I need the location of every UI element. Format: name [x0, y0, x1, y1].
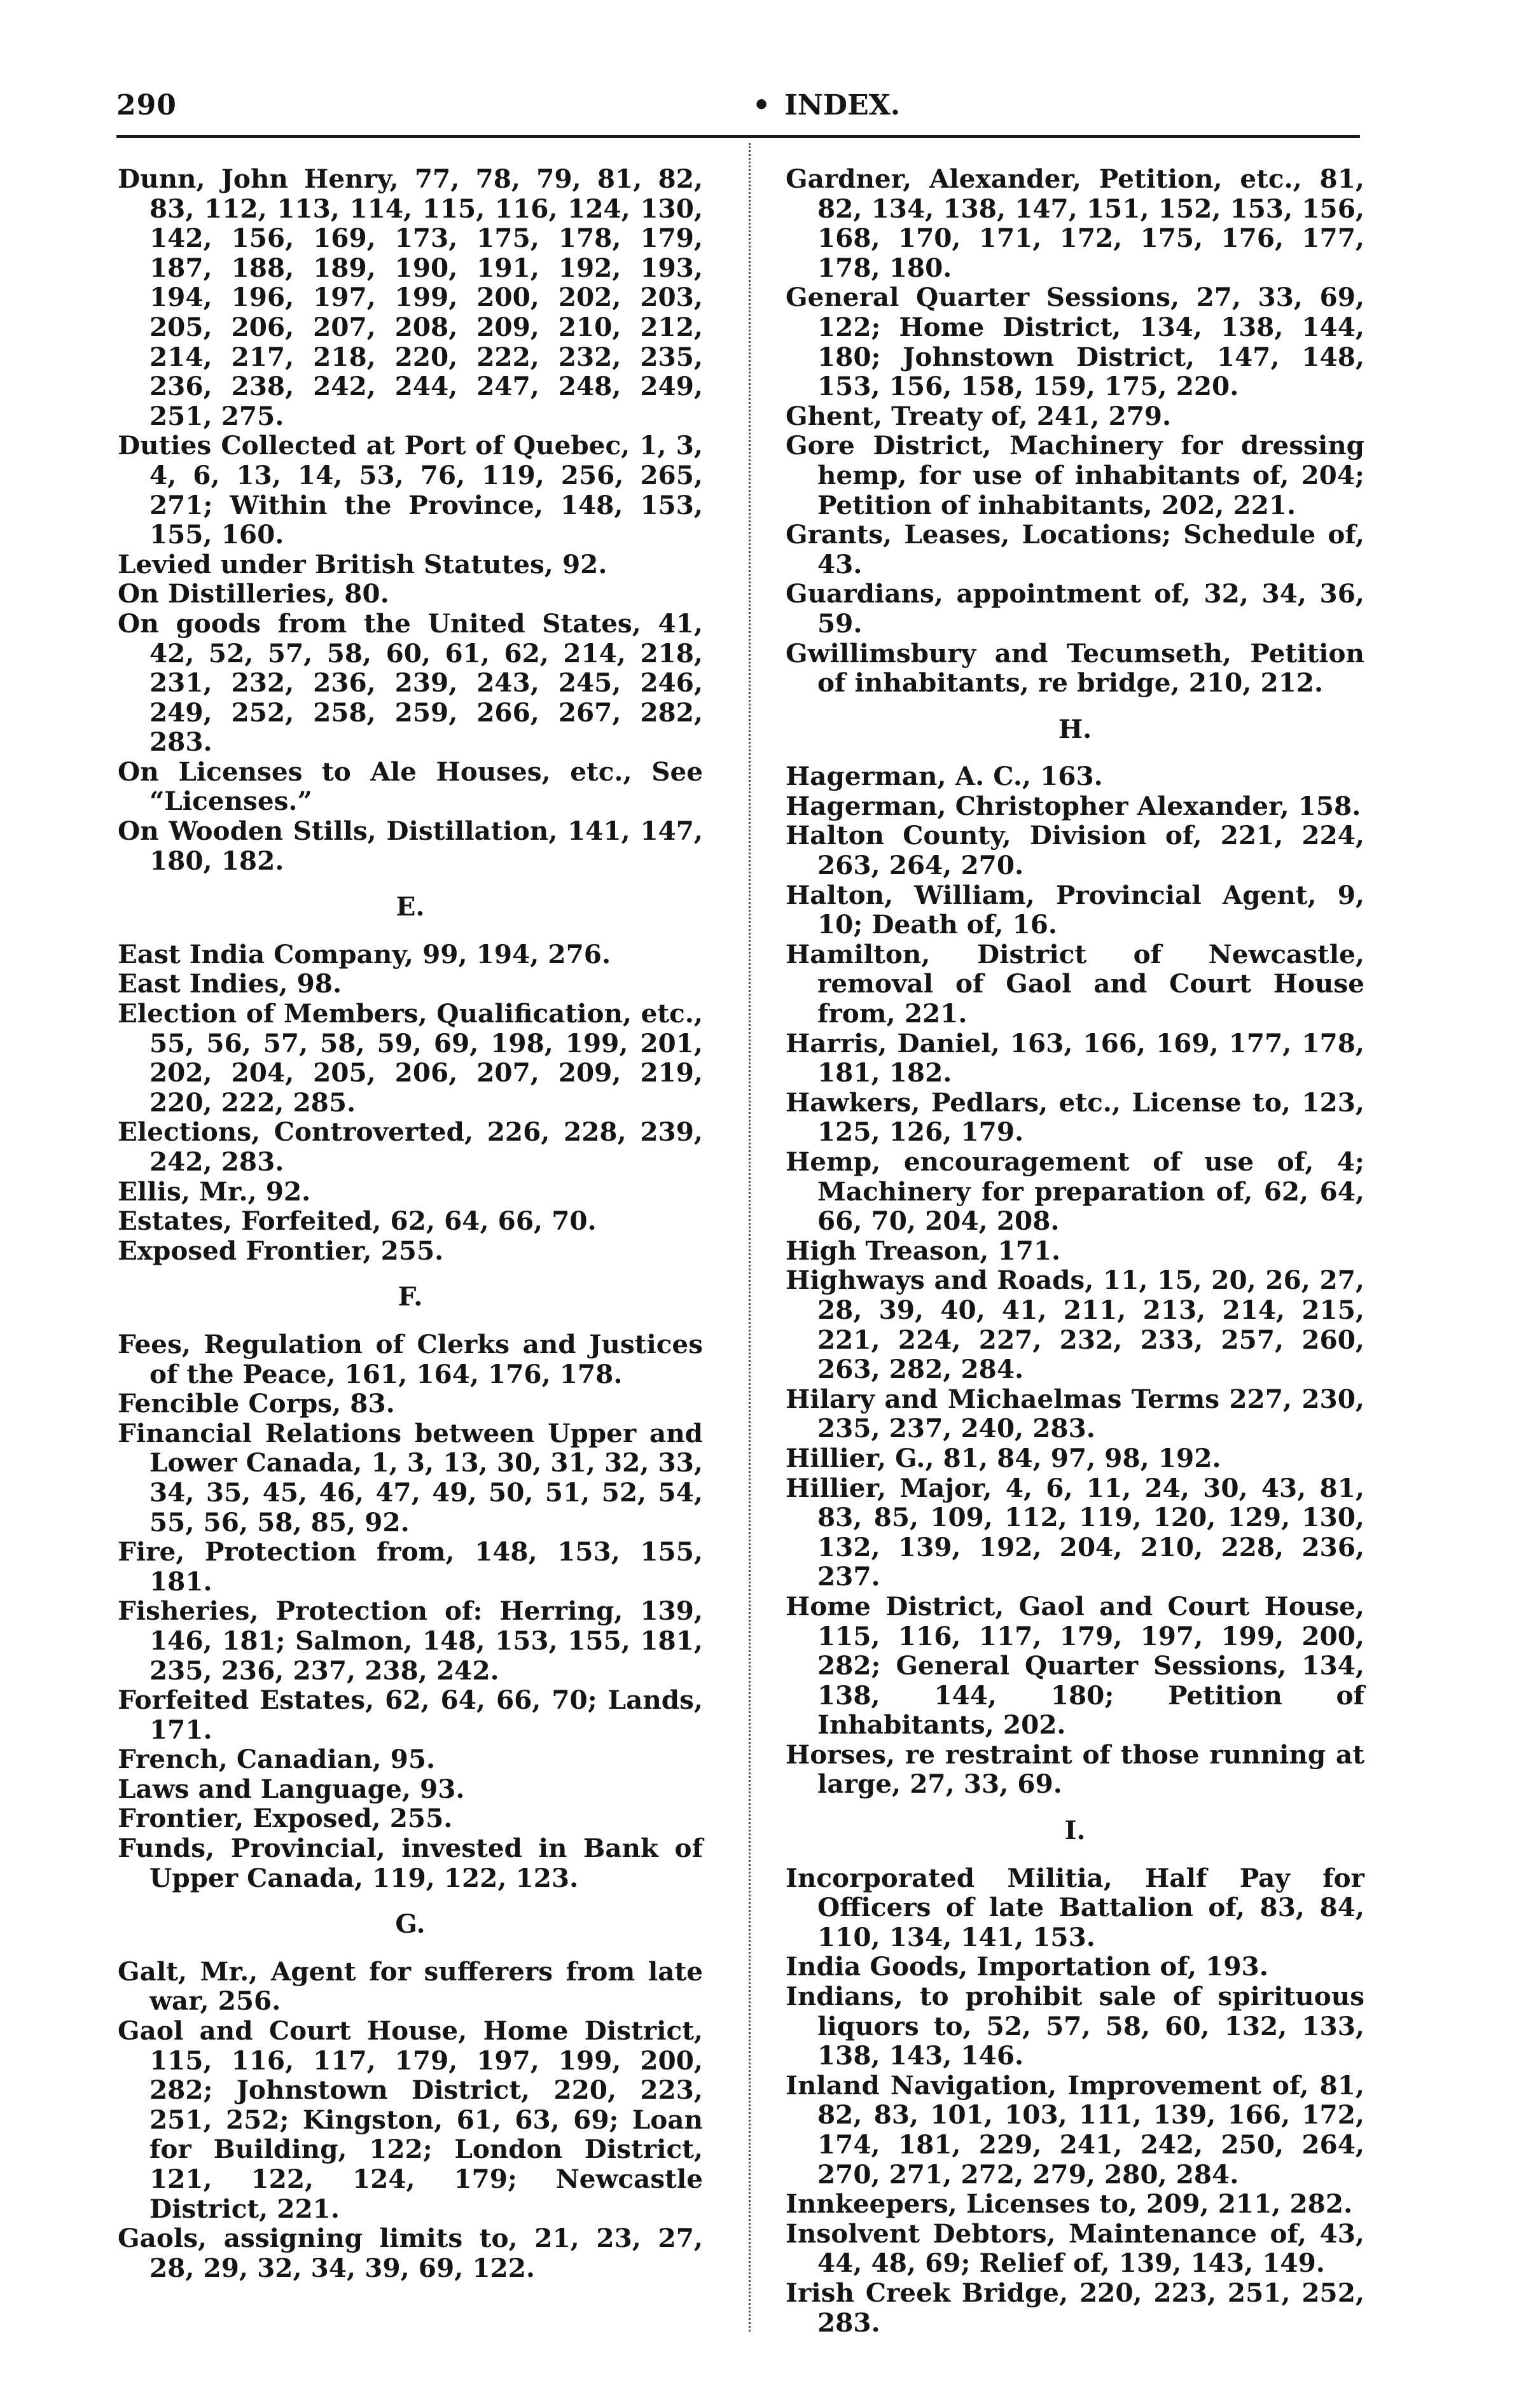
- index-entry: Hillier, G., 81, 84, 97, 98, 192.: [786, 1442, 1221, 1473]
- index-entry: Gaol and Court House, Home District, 115, 116, 117, 179, 197, 199, 200, 282; Johnstown District, 220, 223, 251, 252; Kingston, 61, 63, 69; Loan for Building, 122; London District, 121, 122, 124, 179; Newcastle District, 221.: [118, 2015, 703, 2224]
- section-letter: H.: [1058, 713, 1092, 744]
- section-letter: F.: [398, 1281, 423, 1312]
- index-entry: French, Canadian, 95.: [118, 1744, 436, 1775]
- index-entry: Grants, Leases, Locations; Schedule of, 43.: [786, 519, 1364, 580]
- index-entry: Hilary and Michaelmas Terms 227, 230, 235, 237, 240, 283.: [786, 1383, 1364, 1444]
- index-entry: Ellis, Mr., 92.: [118, 1176, 311, 1207]
- index-entry: East Indies, 98.: [118, 968, 342, 999]
- index-entry: Halton County, Division of, 221, 224, 263, 264, 270.: [786, 820, 1364, 881]
- index-entry: Insolvent Debtors, Maintenance of, 43, 44, 48, 69; Relief of, 139, 143, 149.: [786, 2218, 1364, 2279]
- index-entry: Gaols, assigning limits to, 21, 23, 27, 28, 29, 32, 34, 39, 69, 122.: [118, 2223, 703, 2283]
- page-header: [116, 89, 1420, 130]
- left-column: [118, 164, 703, 2283]
- index-entry: Hillier, Major, 4, 6, 11, 24, 30, 43, 81, 83, 85, 109, 112, 119, 120, 129, 130, 132, 139, 192, 204, 210, 228, 236, 237.: [786, 1472, 1364, 1592]
- index-entry: Exposed Frontier, 255.: [118, 1235, 444, 1266]
- index-entry: Hamilton, District of Newcastle, removal of Gaol and Court House from, 221.: [786, 938, 1364, 1029]
- index-entry: General Quarter Sessions, 27, 33, 69, 122; Home District, 134, 138, 144, 180; Johnstown District, 147, 148, 153, 156, 158, 159, 175, 220.: [786, 282, 1364, 402]
- index-entry: High Treason, 171.: [786, 1235, 1061, 1266]
- index-entry: Laws and Language, 93.: [118, 1773, 465, 1804]
- index-entry: Hawkers, Pedlars, etc., License to, 123, 125, 126, 179.: [786, 1087, 1364, 1148]
- index-entry: Fisheries, Protection of: Herring, 139, 146, 181; Salmon, 148, 153, 155, 181, 235, 236, 237, 238, 242.: [118, 1596, 703, 1686]
- index-entry: Dunn, John Henry, 77, 78, 79, 81, 82, 83, 112, 113, 114, 115, 116, 124, 130, 142, 156, 169, 173, 175, 178, 179, 187, 188, 189, 190, 191, 192, 193, 194, 196, 197, 199, 200, 202, 203, 205, 206, 207, 208, 209, 210, 212, 214, 217, 218, 220, 222, 232, 235, 236, 238, 242, 244, 247, 248, 249, 251, 275.: [118, 163, 703, 431]
- index-entry: Hagerman, Christopher Alexander, 158.: [786, 790, 1361, 821]
- index-entry: Levied under British Statutes, 92.: [118, 548, 607, 580]
- index-entry: Fire, Protection from, 148, 153, 155, 181.: [118, 1536, 703, 1597]
- index-entry: Inland Navigation, Improvement of, 81, 82, 83, 101, 103, 111, 139, 166, 172, 174, 181, 229, 241, 242, 250, 264, 270, 271, 272, 279, 280, 284.: [786, 2069, 1364, 2190]
- header-dot: •: [753, 89, 771, 122]
- index-entry: Duties Collected at Port of Quebec, 1, 3, 4, 6, 13, 14, 53, 76, 119, 256, 265, 271; Within the Province, 148, 153, 155, 160.: [118, 430, 703, 550]
- page-number: 290: [116, 89, 177, 122]
- index-entry: On goods from the United States, 41, 42, 52, 57, 58, 60, 61, 62, 214, 218, 231, 232, 236, 239, 243, 245, 246, 249, 252, 258, 259, 266, 267, 282, 283.: [118, 608, 703, 758]
- index-entry: Fees, Regulation of Clerks and Justices of the Peace, 161, 164, 176, 178.: [118, 1328, 703, 1389]
- index-entry: Hemp, encouragement of use of, 4; Machinery for preparation of, 62, 64, 66, 70, 204, 208.: [786, 1146, 1364, 1237]
- running-title-text: INDEX.: [784, 89, 901, 122]
- right-column: [786, 164, 1364, 2337]
- index-entry: On Wooden Stills, Distillation, 141, 147, 180, 182.: [118, 816, 703, 876]
- index-entry: Estates, Forfeited, 62, 64, 66, 70.: [118, 1206, 597, 1237]
- index-entry: Gardner, Alexander, Petition, etc., 81, 82, 134, 138, 147, 151, 152, 153, 156, 168, 170, 171, 172, 175, 176, 177, 178, 180.: [786, 163, 1364, 283]
- index-entry: Gwillimsbury and Tecumseth, Petition of inhabitants, re bridge, 210, 212.: [786, 637, 1364, 699]
- index-entry: Frontier, Exposed, 255.: [118, 1803, 453, 1834]
- index-entry: Fencible Corps, 83.: [118, 1388, 395, 1419]
- index-entry: Halton, William, Provincial Agent, 9, 10; Death of, 16.: [786, 879, 1364, 940]
- index-entry: Forfeited Estates, 62, 64, 66, 70; Lands, 171.: [118, 1685, 703, 1745]
- index-entry: Hagerman, A. C., 163.: [786, 761, 1103, 792]
- section-letter: G.: [395, 1909, 426, 1940]
- header-rule: [116, 135, 1360, 138]
- index-entry: Irish Creek Bridge, 220, 223, 251, 252, 283.: [786, 2277, 1364, 2338]
- index-entry: Election of Members, Qualification, etc., 55, 56, 57, 58, 59, 69, 198, 199, 201, 202, 204, 205, 206, 207, 209, 219, 220, 222, 285.: [118, 998, 703, 1118]
- index-entry: Harris, Daniel, 163, 166, 169, 177, 178, 181, 182.: [786, 1027, 1364, 1088]
- index-entry: Elections, Controverted, 226, 228, 239, 242, 283.: [118, 1116, 703, 1177]
- index-entry: Indians, to prohibit sale of spirituous liquors to, 52, 57, 58, 60, 132, 133, 138, 143, 146.: [786, 1981, 1364, 2071]
- index-entry: East India Company, 99, 194, 276.: [118, 938, 611, 970]
- index-entry: On Distilleries, 80.: [118, 578, 389, 609]
- index-entry: Horses, re restraint of those running at large, 27, 33, 69.: [786, 1739, 1364, 1800]
- index-entry: Funds, Provincial, invested in Bank of Upper Canada, 119, 122, 123.: [118, 1833, 703, 1893]
- column-divider: [749, 143, 751, 2332]
- index-entry: Innkeepers, Licenses to, 209, 211, 282.: [786, 2188, 1353, 2220]
- section-letter: E.: [396, 891, 425, 922]
- index-entry: On Licenses to Ale Houses, etc., See “Licenses.”: [118, 756, 703, 817]
- index-entry: Home District, Gaol and Court House, 115, 116, 117, 179, 197, 199, 200, 282; General Quarter Sessions, 134, 138, 144, 180; Petition of Inhabitants, 202.: [786, 1590, 1364, 1741]
- index-entry: Gore District, Machinery for dressing hemp, for use of inhabitants of, 204; Petition of inhabitants, 202, 221.: [786, 430, 1364, 520]
- section-letter: I.: [1064, 1815, 1086, 1846]
- index-entry: India Goods, Importation of, 193.: [786, 1951, 1268, 1982]
- index-entry: Financial Relations between Upper and Lower Canada, 1, 3, 13, 30, 31, 32, 33, 34, 35, 45, 46, 47, 49, 50, 51, 52, 54, 55, 56, 58, 85, 92.: [118, 1417, 703, 1538]
- index-entry: Ghent, Treaty of, 241, 279.: [786, 400, 1172, 431]
- index-entry: Galt, Mr., Agent for sufferers from late war, 256.: [118, 1956, 703, 2017]
- index-entry: Incorporated Militia, Half Pay for Officers of late Battalion of, 83, 84, 110, 134, 141, 153.: [786, 1862, 1364, 1952]
- index-entry: Guardians, appointment of, 32, 34, 36, 59.: [786, 578, 1364, 639]
- index-entry: Highways and Roads, 11, 15, 20, 26, 27, 28, 39, 40, 41, 211, 213, 214, 215, 221, 224, 227, 232, 233, 257, 260, 263, 282, 284.: [786, 1265, 1364, 1385]
- running-title: [753, 89, 900, 122]
